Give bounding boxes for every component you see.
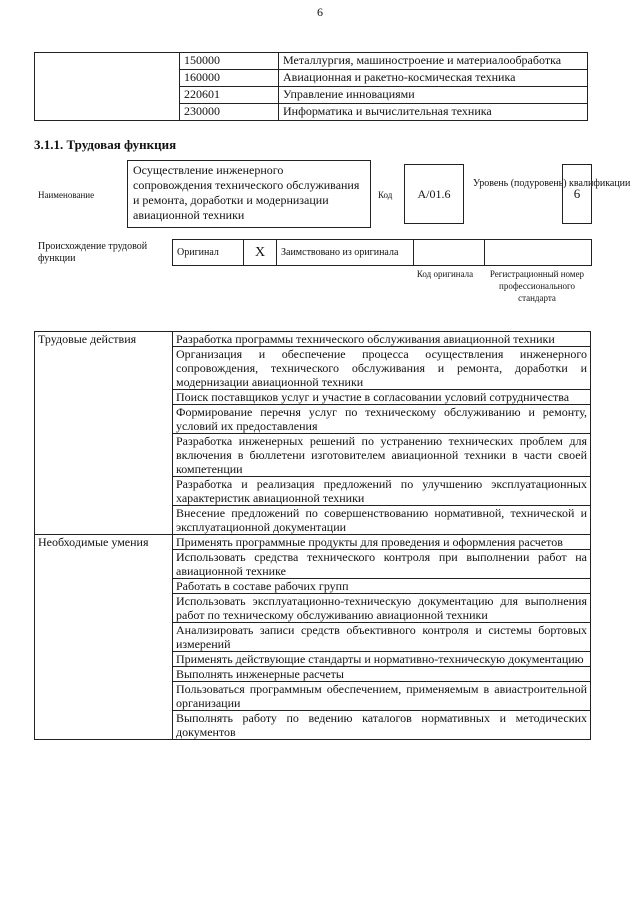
list-item: Разработка программы технического обслуживания авиационной техники (173, 332, 591, 347)
okz-code: 160000 (180, 70, 279, 87)
origin-reg-cell (485, 240, 592, 266)
origin-reg-caption: Регистрационный номер профессионального стандарта (489, 269, 585, 303)
okz-name: Металлургия, машиностроение и материалообработка (279, 53, 588, 70)
list-item: Формирование перечня услуг по техническому обслуживанию и ремонту, условий их предоставления (173, 405, 591, 434)
level-value: 6 (562, 164, 592, 224)
list-item: Работать в составе рабочих групп (173, 579, 591, 594)
okz-name: Управление инновациями (279, 87, 588, 104)
okz-code: 230000 (180, 104, 279, 121)
list-item: Анализировать записи средств объективного контроля и системы бортовых измерений (173, 623, 591, 652)
name-label: Наименование (38, 190, 95, 200)
section-title: 3.1.1. Трудовая функция (34, 137, 177, 152)
okz-name: Информатика и вычислительная техника (279, 104, 588, 121)
list-item: Использовать средства технического контроля при выполнении работ на авиационной технике (173, 550, 591, 579)
okz-empty-cell (35, 53, 180, 121)
group-title: Трудовые действия (35, 332, 173, 535)
function-code-value: А/01.6 (404, 164, 464, 224)
origin-label: Происхождение трудовой функции (38, 241, 148, 264)
list-item: Выполнять инженерные расчеты (173, 667, 591, 682)
okz-code: 220601 (180, 87, 279, 104)
okz-name: Авиационная и ракетно-космическая техника (279, 70, 588, 87)
original-mark: X (244, 240, 277, 266)
list-item: Применять действующие стандарты и нормативно-техническую документацию (173, 652, 591, 667)
function-details-table (34, 331, 591, 740)
code-label: Код (378, 190, 393, 200)
okz-code: 150000 (180, 53, 279, 70)
table-row (35, 332, 591, 347)
list-item: Пользоваться программным обеспечением, применяемым в авиастроительной организации (173, 682, 591, 711)
list-item: Выполнять работу по ведению каталогов нормативных и методических документов (173, 711, 591, 740)
borrowed-label: Заимствовано из оригинала (277, 240, 414, 266)
list-item: Внесение предложений по совершенствованию нормативной, технической и эксплуатационной документации (173, 506, 591, 535)
okz-row (35, 53, 588, 70)
list-item: Разработка инженерных решений по устранению технических проблем для включения в бюллетени изготовителем авиационной техники в части своей компетенции (173, 434, 591, 477)
table-row (35, 535, 591, 550)
page-number: 6 (317, 5, 323, 19)
origin-code-caption: Код оригинала (416, 269, 474, 279)
okz-table (34, 52, 588, 121)
list-item: Разработка и реализация предложений по улучшению эксплуатационных характеристик авиационной техники (173, 477, 591, 506)
origin-table (172, 239, 592, 266)
list-item: Организация и обеспечение процесса осуществления инженерного сопровождения, технического обслуживания и ремонта, доработки и модернизации авиационной техники (173, 347, 591, 390)
list-item: Поиск поставщиков услуг и участие в согласовании условий сотрудничества (173, 390, 591, 405)
list-item: Применять программные продукты для проведения и оформления расчетов (173, 535, 591, 550)
original-label: Оригинал (173, 240, 244, 266)
level-label: Уровень (подуровень) квалификации (473, 178, 631, 189)
origin-code-cell (414, 240, 485, 266)
group-title: Необходимые умения (35, 535, 173, 740)
list-item: Использовать эксплуатационно-техническую документацию для выполнения работ по техническому обслуживанию авиационной техники (173, 594, 591, 623)
function-name-value: Осуществление инженерного сопровождения технического обслуживания и ремонта, доработки и модернизации авиационной техники (127, 160, 371, 228)
